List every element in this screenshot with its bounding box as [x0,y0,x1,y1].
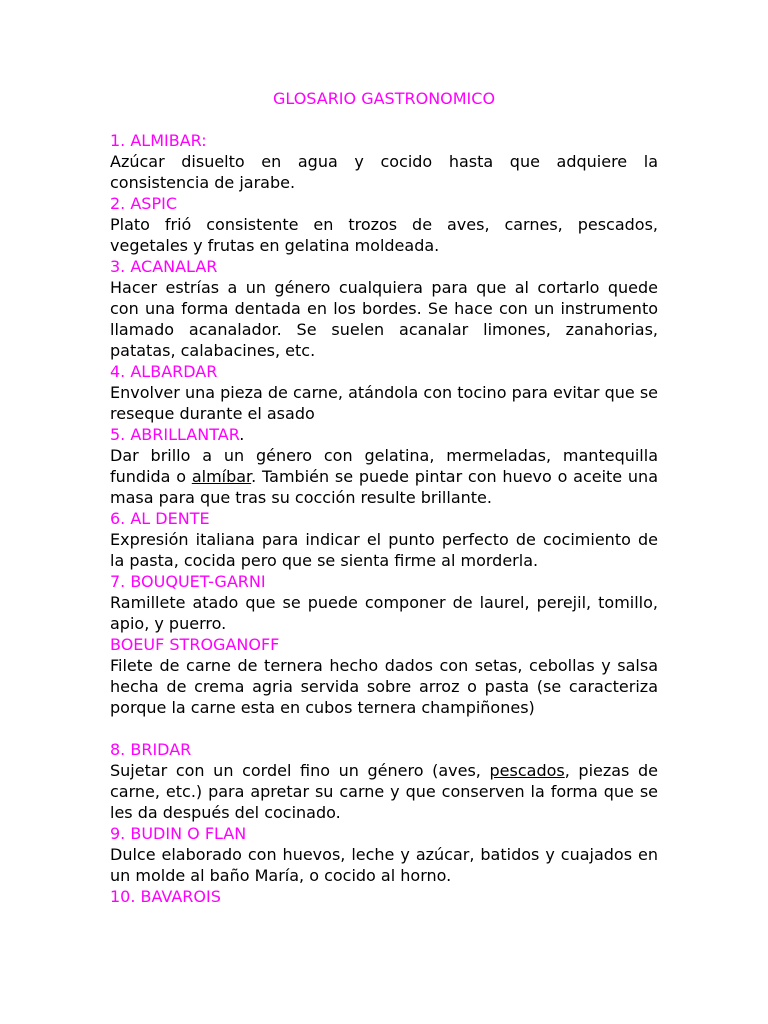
definition-bouquet-garni: Ramillete atado que se puede componer de laurel, perejil, tomillo, apio, y puerro. [110,593,658,633]
definition-aspic: Plato frió consistente en trozos de aves, carnes, pescados, vegetales y frutas en gelatina moldeada. [110,215,658,255]
term-budin-o-flan: 9. BUDIN O FLAN [110,824,247,843]
term-abrillantar: 5. ABRILLANTAR [110,425,240,444]
term-acanalar: 3. ACANALAR [110,257,218,276]
term-bavarois: 10. BAVAROIS [110,887,221,906]
document-title: GLOSARIO GASTRONOMICO [272,89,496,108]
definition-bridar-part1: Sujetar con un cordel fino un género (aves, [110,761,490,780]
definition-abrillantar-part2: . También se puede pintar con huevo o aceite una masa para que tras su cocción resulte brillante. [110,467,659,507]
definition-abrillantar [110,445,658,508]
definition-abrillantar-part1: Dar brillo a un género con gelatina, mermeladas, mantequilla fundida o [110,446,658,486]
term-bouquet-garni: 7. BOUQUET-GARNI [110,572,266,591]
definition-albardar: Envolver una pieza de carne, atándola con tocino para evitar que se reseque durante el asado [110,383,658,423]
term-abrillantar-line [110,424,658,445]
blank-line [110,718,658,739]
term-al-dente: 6. AL DENTE [110,509,210,528]
definition-budin-o-flan: Dulce elaborado con huevos, leche y azúcar, batidos y cuajados en un molde al baño María, o cocido al horno. [110,845,658,885]
term-bridar: 8. BRIDAR [110,740,192,759]
document-page [110,88,658,907]
link-pescados[interactable]: pescados [489,761,565,780]
term-aspic: 2. ASPIC [110,194,177,213]
definition-bridar [110,760,658,823]
term-almibar: 1. ALMIBAR: [110,131,207,150]
definition-almibar: Azúcar disuelto en agua y cocido hasta que adquiere la consistencia de jarabe. [110,152,658,192]
definition-acanalar: Hacer estrías a un género cualquiera para que al cortarlo quede con una forma dentada en los bordes. Se hace con un instrumento llamado acanalador. Se suelen acanalar limones, zanahorias, patatas, calabacines, etc. [110,278,658,360]
term-boeuf-stroganoff: BOEUF STROGANOFF [110,635,280,654]
definition-boeuf-stroganoff: Filete de carne de ternera hecho dados con setas, cebollas y salsa hecha de crema agria servida sobre arroz o pasta (se caracteriza porque la carne esta en cubos ternera champiñones) [110,656,658,717]
term-albardar: 4. ALBARDAR [110,362,218,381]
definition-al-dente: Expresión italiana para indicar el punto perfecto de cocimiento de la pasta, cocida pero que se sienta firme al morderla. [110,530,658,570]
definition-bridar-part2: , piezas de carne, etc.) para apretar su carne y que conserven la forma que se les da después del cocinado. [110,761,658,822]
link-almibar[interactable]: almíbar [191,467,252,486]
term-abrillantar-suffix: . [239,425,245,444]
